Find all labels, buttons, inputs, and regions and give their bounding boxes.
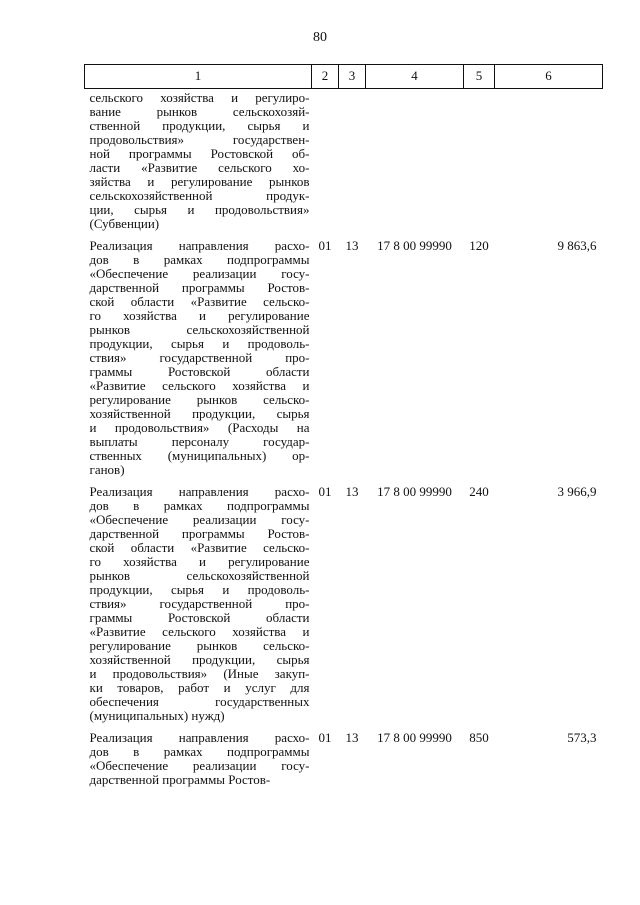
description-line: «Обеспечение реализации госу- — [89, 512, 310, 527]
description-line: «Обеспечение реализации госу- — [89, 758, 310, 773]
description-line: ской области «Развитие сельско- — [89, 294, 310, 309]
description-line: дов в рамках подпрограммы — [89, 498, 310, 513]
table-row — [85, 89, 603, 232]
amount: 573,3 — [567, 730, 597, 745]
table-header-row — [85, 65, 603, 89]
description-line: ствия» государственной про- — [89, 350, 310, 365]
description-line: выплаты персоналу государ- — [89, 434, 310, 449]
subsection-code: 13 — [345, 730, 359, 745]
description-line: хозяйственной продукции, сырья — [89, 652, 310, 667]
section-code: 01 — [318, 484, 332, 499]
description-line: рынков сельскохозяйственной — [89, 568, 310, 583]
description-line: (Субвенции) — [89, 216, 160, 231]
header-col-5: 5 — [464, 65, 495, 89]
description-line: «Развитие сельского хозяйства и — [89, 624, 310, 639]
expense-type-code — [464, 89, 495, 232]
description-line: сельскохозяйственной продук- — [89, 188, 310, 203]
description-line: продукции, сырья и продоволь- — [89, 582, 310, 597]
table-row — [85, 231, 603, 477]
description-line: граммы Ростовской области — [89, 610, 310, 625]
description-line: ганов) — [89, 462, 125, 477]
row-description — [85, 723, 312, 787]
description-line: зяйства и регулирование рынков — [89, 174, 310, 189]
description-line: граммы Ростовской области — [89, 364, 310, 379]
header-col-6: 6 — [495, 65, 603, 89]
description-line: Реализация направления расхо- — [89, 730, 310, 745]
description-line: регулирование рынков сельско- — [89, 392, 310, 407]
description-line: ской области «Развитие сельско- — [89, 540, 310, 555]
description-line: регулирование рынков сельско- — [89, 638, 310, 653]
description-line: продовольствия» государствен- — [89, 132, 310, 147]
description-line: и продовольствия» (Расходы на — [89, 420, 310, 435]
amount: 3 966,9 — [557, 484, 597, 499]
row-description — [85, 477, 312, 723]
header-col-1: 1 — [85, 65, 312, 89]
description-line: го хозяйства и регулирование — [89, 554, 310, 569]
description-line: ственных (муниципальных) ор- — [89, 448, 310, 463]
description-line: рынков сельскохозяйственной — [89, 322, 310, 337]
description-line: «Обеспечение реализации госу- — [89, 266, 310, 281]
description-line: ласти «Развитие сельского хо- — [89, 160, 310, 175]
description-line: ствия» государственной про- — [89, 596, 310, 611]
page-number: 80 — [313, 30, 327, 45]
description-line: хозяйственной продукции, сырья — [89, 406, 310, 421]
row-description — [85, 231, 312, 477]
section-code — [312, 89, 339, 232]
description-line: дов в рамках подпрограммы — [89, 252, 310, 267]
subsection-code — [339, 89, 366, 232]
description-line: ки товаров, работ и услуг для — [89, 680, 310, 695]
target-article-code: 17 8 00 99990 — [377, 238, 452, 253]
target-article-code: 17 8 00 99990 — [377, 730, 452, 745]
description-line: дарственной программы Ростов- — [89, 526, 310, 541]
expense-type-code: 120 — [469, 238, 489, 253]
row-description — [85, 89, 312, 232]
description-line: сельского хозяйства и регулиро- — [89, 90, 310, 105]
amount: 9 863,6 — [557, 238, 597, 253]
description-line: дарственной программы Ростов- — [89, 280, 310, 295]
table-row — [85, 477, 603, 723]
description-line: го хозяйства и регулирование — [89, 308, 310, 323]
expense-type-code: 240 — [469, 484, 489, 499]
target-article-code: 17 8 00 99990 — [377, 484, 452, 499]
description-line: «Развитие сельского хозяйства и — [89, 378, 310, 393]
description-line: (муниципальных) нужд) — [89, 708, 225, 723]
budget-table — [84, 64, 603, 787]
subsection-code: 13 — [345, 484, 359, 499]
header-col-4: 4 — [366, 65, 464, 89]
expense-type-code: 850 — [469, 730, 489, 745]
subsection-code: 13 — [345, 238, 359, 253]
header-col-2: 2 — [312, 65, 339, 89]
description-line: ции, сырья и продовольствия» — [89, 202, 310, 217]
table-row — [85, 723, 603, 787]
description-line: ной программы Ростовской об- — [89, 146, 310, 161]
description-line: вание рынков сельскохозяй- — [89, 104, 310, 119]
description-line: продукции, сырья и продоволь- — [89, 336, 310, 351]
target-article-code — [366, 89, 464, 232]
description-line: дов в рамках подпрограммы — [89, 744, 310, 759]
table-body — [85, 89, 603, 788]
description-line: обеспечения государственных — [89, 694, 310, 709]
description-line: дарственной программы Ростов- — [89, 772, 271, 787]
section-code: 01 — [318, 238, 332, 253]
description-line: Реализация направления расхо- — [89, 238, 310, 253]
description-line: Реализация направления расхо- — [89, 484, 310, 499]
amount — [495, 89, 603, 232]
header-col-3: 3 — [339, 65, 366, 89]
description-line: ственной продукции, сырья и — [89, 118, 310, 133]
section-code: 01 — [318, 730, 332, 745]
description-line: и продовольствия» (Иные закуп- — [89, 666, 310, 681]
